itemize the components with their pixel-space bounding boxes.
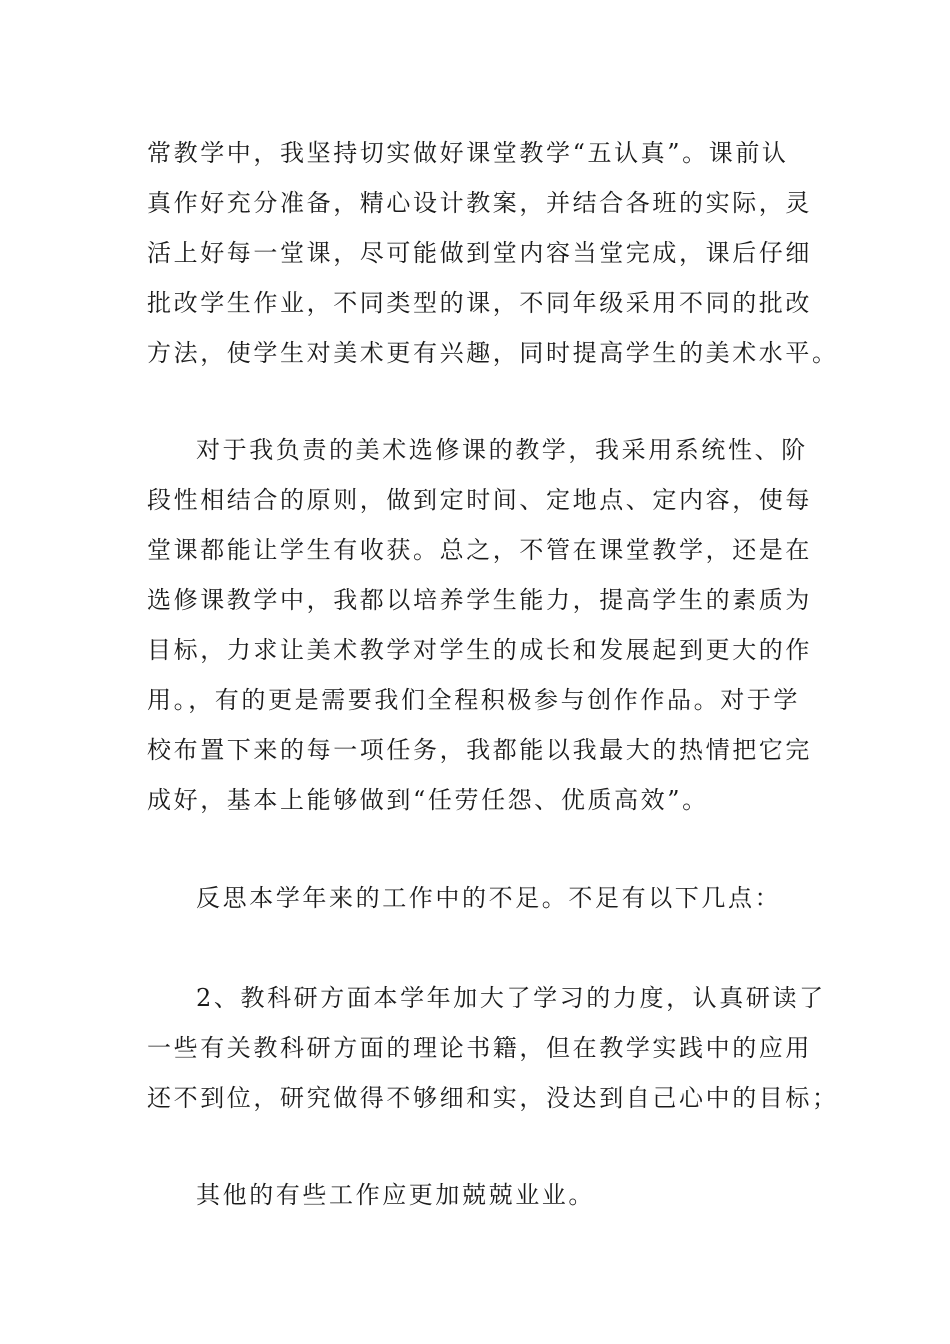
paragraph-line: 校布置下来的每一项任务，我都能以我最大的热情把它完 [147,736,812,764]
paragraph-line: 活上好每一堂课，尽可能做到堂内容当堂完成，课后仔细 [147,239,812,267]
paragraph-line: 目标，力求让美术教学对学生的成长和发展起到更大的作 [147,636,812,664]
paragraph-line: 方法，使学生对美术更有兴趣，同时提高学生的美术水平。 [147,339,839,367]
paragraph-line: 一些有关教科研方面的理论书籍，但在教学实践中的应用 [147,1034,812,1062]
paragraph-line: 真作好充分准备，精心设计教案，并结合各班的实际，灵 [147,189,812,217]
paragraph-line: 还不到位，研究做得不够细和实，没达到自己心中的目标； [147,1084,839,1112]
paragraph-line: 对于我负责的美术选修课的教学，我采用系统性、阶 [196,436,808,464]
paragraph-line: 其他的有些工作应更加兢兢业业。 [196,1181,595,1209]
paragraph-line: 反思本学年来的工作中的不足。不足有以下几点： [196,884,782,912]
paragraph-line: 常教学中，我坚持切实做好课堂教学“五认真”。课前认 [147,139,789,167]
paragraph-line: 批改学生作业，不同类型的课，不同年级采用不同的批改 [147,289,812,317]
paragraph-line: 堂课都能让学生有收获。总之，不管在课堂教学，还是在 [147,536,812,564]
paragraph-line: 用。，有的更是需要我们全程积极参与创作作品。对于学 [147,686,800,714]
paragraph-line: 成好，基本上能够做到“任劳任怨、优质高效”。 [147,786,709,814]
paragraph-line: 2、教科研方面本学年加大了学习的力度，认真研读了 [196,984,826,1012]
paragraph-line: 选修课教学中，我都以培养学生能力，提高学生的素质为 [147,586,812,614]
paragraph-line: 段性相结合的原则，做到定时间、定地点、定内容，使每 [147,486,812,514]
